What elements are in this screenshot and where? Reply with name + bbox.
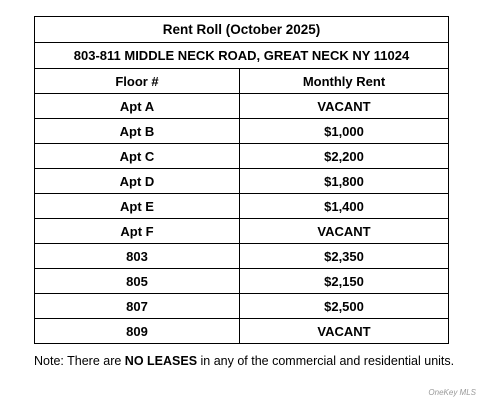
table-row [35,219,449,244]
table-row [35,119,449,144]
floor-cell: 805 [35,269,240,294]
floor-cell: 809 [35,319,240,344]
rent-cell: $2,500 [240,294,449,319]
table-row [35,294,449,319]
table-row [35,319,449,344]
mls-watermark: OneKey MLS [428,388,476,397]
floor-cell: Apt B [35,119,240,144]
floor-cell: Apt D [35,169,240,194]
rent-cell: VACANT [240,219,449,244]
title-row [35,17,449,43]
floor-cell: Apt C [35,144,240,169]
rent-cell: VACANT [240,319,449,344]
rent-cell: $1,400 [240,194,449,219]
note-emphasis: NO LEASES [124,354,198,368]
rent-cell: $2,200 [240,144,449,169]
table-row [35,94,449,119]
floor-cell: 807 [35,294,240,319]
column-header-rent: Monthly Rent [240,69,449,94]
table-row [35,269,449,294]
note-suffix: in any of the commercial and residential units. [197,354,455,368]
column-header-floor: Floor # [35,69,240,94]
rent-cell: $2,150 [240,269,449,294]
table-row [35,194,449,219]
rent-roll-table [34,16,449,344]
address-row [35,43,449,69]
table-row [35,144,449,169]
floor-cell: Apt F [35,219,240,244]
floor-cell: Apt A [35,94,240,119]
rent-cell: $1,000 [240,119,449,144]
rent-cell: VACANT [240,94,449,119]
header-row [35,69,449,94]
lease-note [34,354,454,368]
note-prefix: Note: There are [34,354,125,368]
floor-cell: 803 [35,244,240,269]
table-row [35,169,449,194]
floor-cell: Apt E [35,194,240,219]
rent-cell: $1,800 [240,169,449,194]
rent-cell: $2,350 [240,244,449,269]
table-title: Rent Roll (October 2025) [35,17,449,43]
table-row [35,244,449,269]
property-address: 803-811 MIDDLE NECK ROAD, GREAT NECK NY 11024 [35,43,449,69]
